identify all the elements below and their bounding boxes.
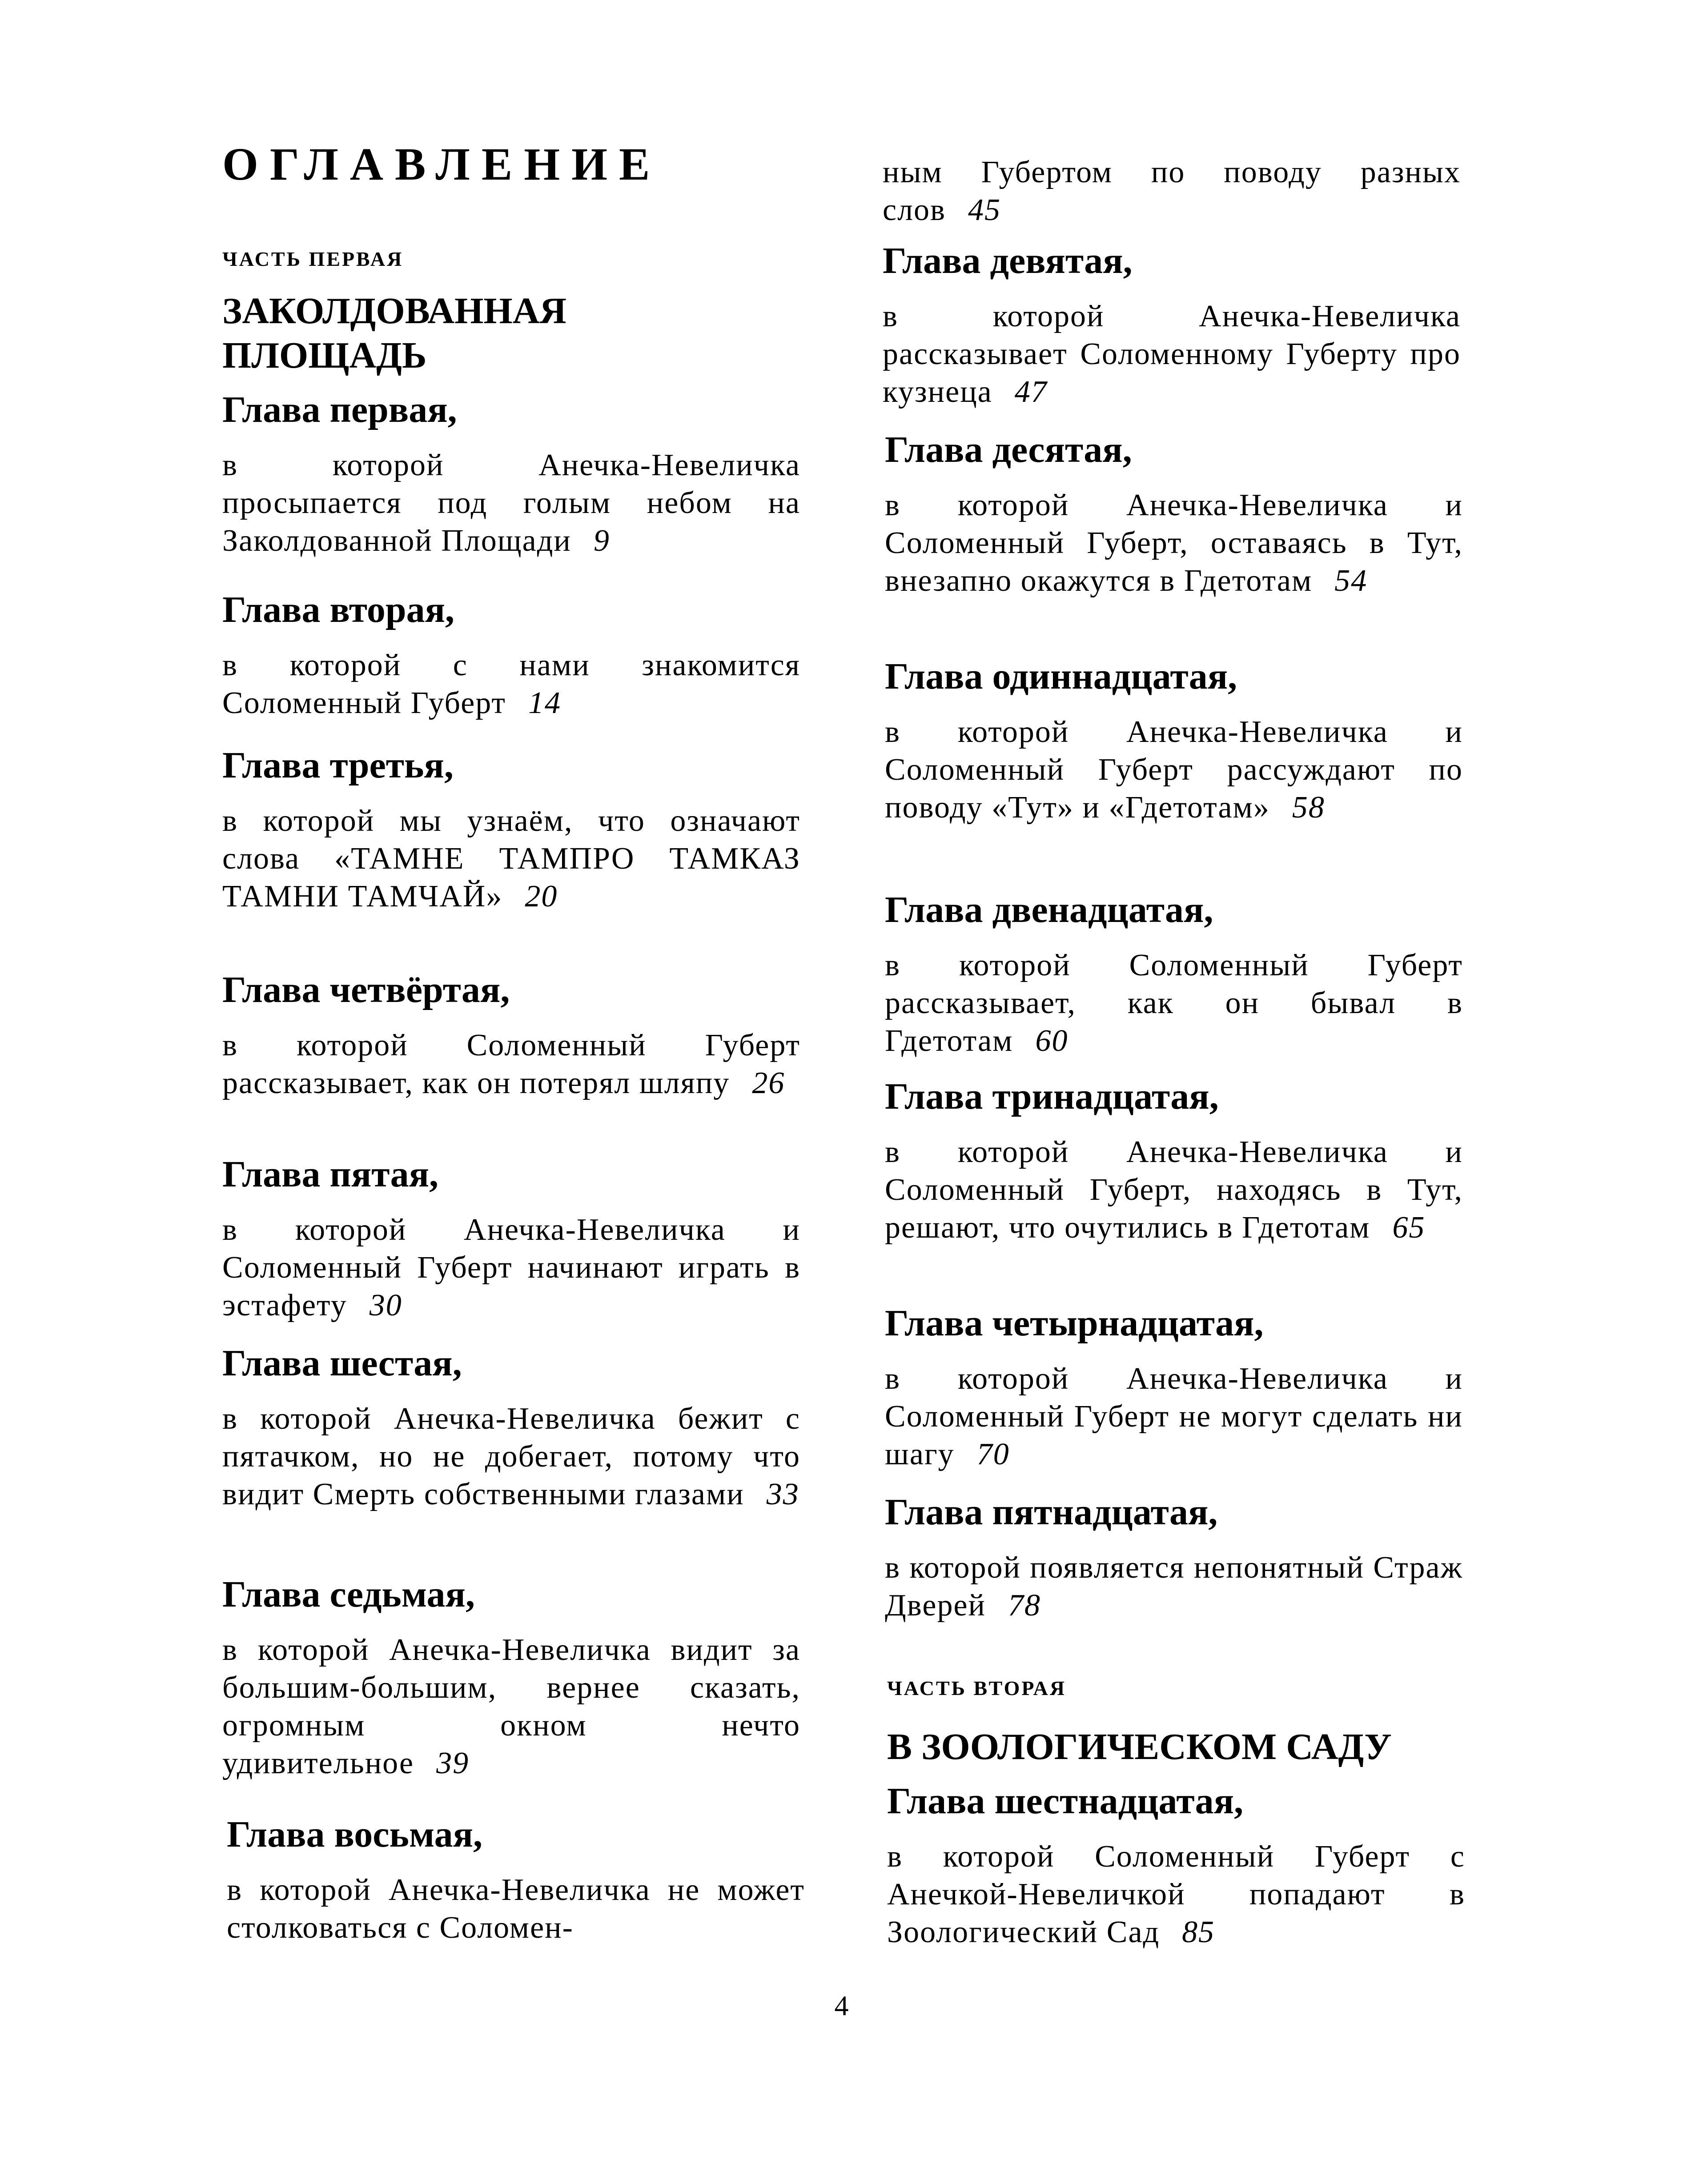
chapter-entry[interactable] xyxy=(885,1078,1463,1246)
chapter-heading: Глава шестнадцатая, xyxy=(887,1780,1244,1822)
chapter-heading: Глава четвёртая, xyxy=(222,969,510,1010)
chapter-description: в которой Анечка-Невеличка видит за большим-большим, вернее сказать, огромным окном нечто удивительное 39 xyxy=(222,1633,800,1780)
part-two-label: ЧАСТЬ ВТОРАЯ xyxy=(887,1677,1067,1699)
page-number: 54 xyxy=(1334,564,1368,598)
chapter-heading: Глава вторая, xyxy=(222,589,455,630)
chapter-entry[interactable] xyxy=(885,431,1463,600)
chapter-description: в которой Соломенный Губерт рассказывает, как он бывал в Гдетотам 60 xyxy=(885,948,1463,1058)
chapter-heading: Глава шестая, xyxy=(222,1342,462,1384)
chapter-heading: Глава пятая, xyxy=(222,1154,439,1195)
chapter-heading: Глава пятнадцатая, xyxy=(885,1491,1218,1533)
chapter-description: в которой Анечка-Невеличка просыпается под голым небом на Заколдованной Площади 9 xyxy=(222,448,800,558)
chapter-entry[interactable] xyxy=(222,1156,800,1324)
page-number: 58 xyxy=(1292,790,1325,825)
page-number: 26 xyxy=(752,1066,785,1100)
page-number: 60 xyxy=(1035,1024,1068,1058)
chapter-heading: Глава первая, xyxy=(222,389,457,430)
chapter-description: в которой Анечка-Невеличка и Соломенный Губерт, находясь в Тут, решают, что очутились в Гдетотам 65 xyxy=(885,1135,1463,1245)
chapter-heading: Глава девятая, xyxy=(883,240,1133,281)
page-number: 39 xyxy=(436,1746,470,1780)
page-number: 33 xyxy=(766,1477,799,1511)
chapter-heading: Глава восьмая, xyxy=(227,1814,483,1855)
chapter-entry[interactable] xyxy=(885,891,1463,1060)
part-one-title-line2: ПЛОЩАДЬ xyxy=(222,335,427,376)
chapter-entry[interactable] xyxy=(227,1816,805,1947)
chapter-heading: Глава третья, xyxy=(222,745,454,786)
page-number: 45 xyxy=(968,193,1001,227)
chapter-description: в которой Анечка-Невеличка и Соломенный Губерт, оставаясь в Тут, внезапно окажутся в Гдетотам 54 xyxy=(885,488,1463,598)
chapter-heading: Глава десятая, xyxy=(885,429,1132,470)
page-number: 14 xyxy=(528,686,561,720)
chapter-description: в которой Анечка-Невеличка и Соломенный Губерт рассуждают по поводу «Тут» и «Гдетотам» 58 xyxy=(885,715,1463,825)
chapter-description: в которой Соломенный Губерт рассказывает, как он потерял шляпу 26 xyxy=(222,1028,800,1100)
part-two-title: В ЗООЛОГИЧЕСКОМ САДУ xyxy=(887,1726,1392,1767)
chapter-description: в которой мы узнаём, что означают слова «ТАМНЕ ТАМПРО ТАМКАЗ ТАМНИ ТАМЧАЙ» 20 xyxy=(222,804,800,914)
page-number: 70 xyxy=(976,1437,1010,1471)
chapter-description: в которой Анечка-Невеличка бежит с пятачком, но не добегает, потому что видит Смерть собственными глазами 33 xyxy=(222,1402,800,1511)
chapter-entry[interactable] xyxy=(222,971,800,1102)
page-number: 20 xyxy=(525,879,558,914)
chapter-entry[interactable] xyxy=(887,1780,1465,1951)
chapter-description: в которой появляется непонятный Страж Дверей 78 xyxy=(885,1551,1463,1623)
chapter-entry[interactable] xyxy=(885,658,1463,826)
chapter-description: в которой Анечка-Невеличка и Соломенный Губерт начинают играть в эстафету 30 xyxy=(222,1213,800,1322)
part-one-title-line1: ЗАКОЛДОВАННАЯ xyxy=(222,290,567,332)
chapter-description: в которой Анечка-Невеличка и Соломенный Губерт не могут сделать ни шагу 70 xyxy=(885,1362,1463,1471)
chapter-entry[interactable] xyxy=(222,747,800,915)
chapter-description: в которой Анечка-Невеличка не может столковаться с Соломен- xyxy=(227,1873,805,1945)
page-number: 30 xyxy=(369,1288,402,1322)
chapter-entry[interactable] xyxy=(222,591,800,722)
page-number: 78 xyxy=(1008,1588,1041,1623)
chapter-heading: Глава одиннадцатая, xyxy=(885,656,1237,697)
chapter-continuation[interactable]: ным Губертом по поводу разных слов 45 xyxy=(883,155,1461,227)
chapter-description: в которой Соломенный Губерт с Анечкой-Невеличкой попадают в Зоологический Сад 85 xyxy=(887,1839,1465,1949)
chapter-entry[interactable] xyxy=(885,1302,1463,1473)
page-number: 9 xyxy=(593,524,610,558)
toc-title: ОГЛАВЛЕНИЕ xyxy=(222,139,662,190)
chapter-heading: Глава четырнадцатая, xyxy=(885,1302,1264,1344)
part-one-label: ЧАСТЬ ПЕРВАЯ xyxy=(222,248,404,270)
page-number: 65 xyxy=(1392,1210,1426,1245)
chapter-entry[interactable] xyxy=(222,391,800,560)
chapter-entry[interactable] xyxy=(222,1342,800,1513)
chapter-description: в которой Анечка-Невеличка рассказывает Соломенному Губерту про кузнеца 47 xyxy=(883,299,1461,409)
page-number: 85 xyxy=(1182,1915,1215,1949)
chapter-entry[interactable] xyxy=(222,1576,800,1782)
chapter-heading: Глава двенадцатая, xyxy=(885,889,1213,930)
part-one-title xyxy=(222,289,823,378)
chapter-heading: Глава седьмая, xyxy=(222,1574,475,1615)
chapter-entry[interactable] xyxy=(883,242,1461,411)
chapter-description: в которой с нами знакомится Соломенный Губерт 14 xyxy=(222,648,800,720)
page-number: 47 xyxy=(1014,375,1048,409)
chapter-heading: Глава тринадцатая, xyxy=(885,1076,1219,1117)
page-folio: 4 xyxy=(834,1990,849,2021)
chapter-entry[interactable] xyxy=(885,1491,1463,1624)
